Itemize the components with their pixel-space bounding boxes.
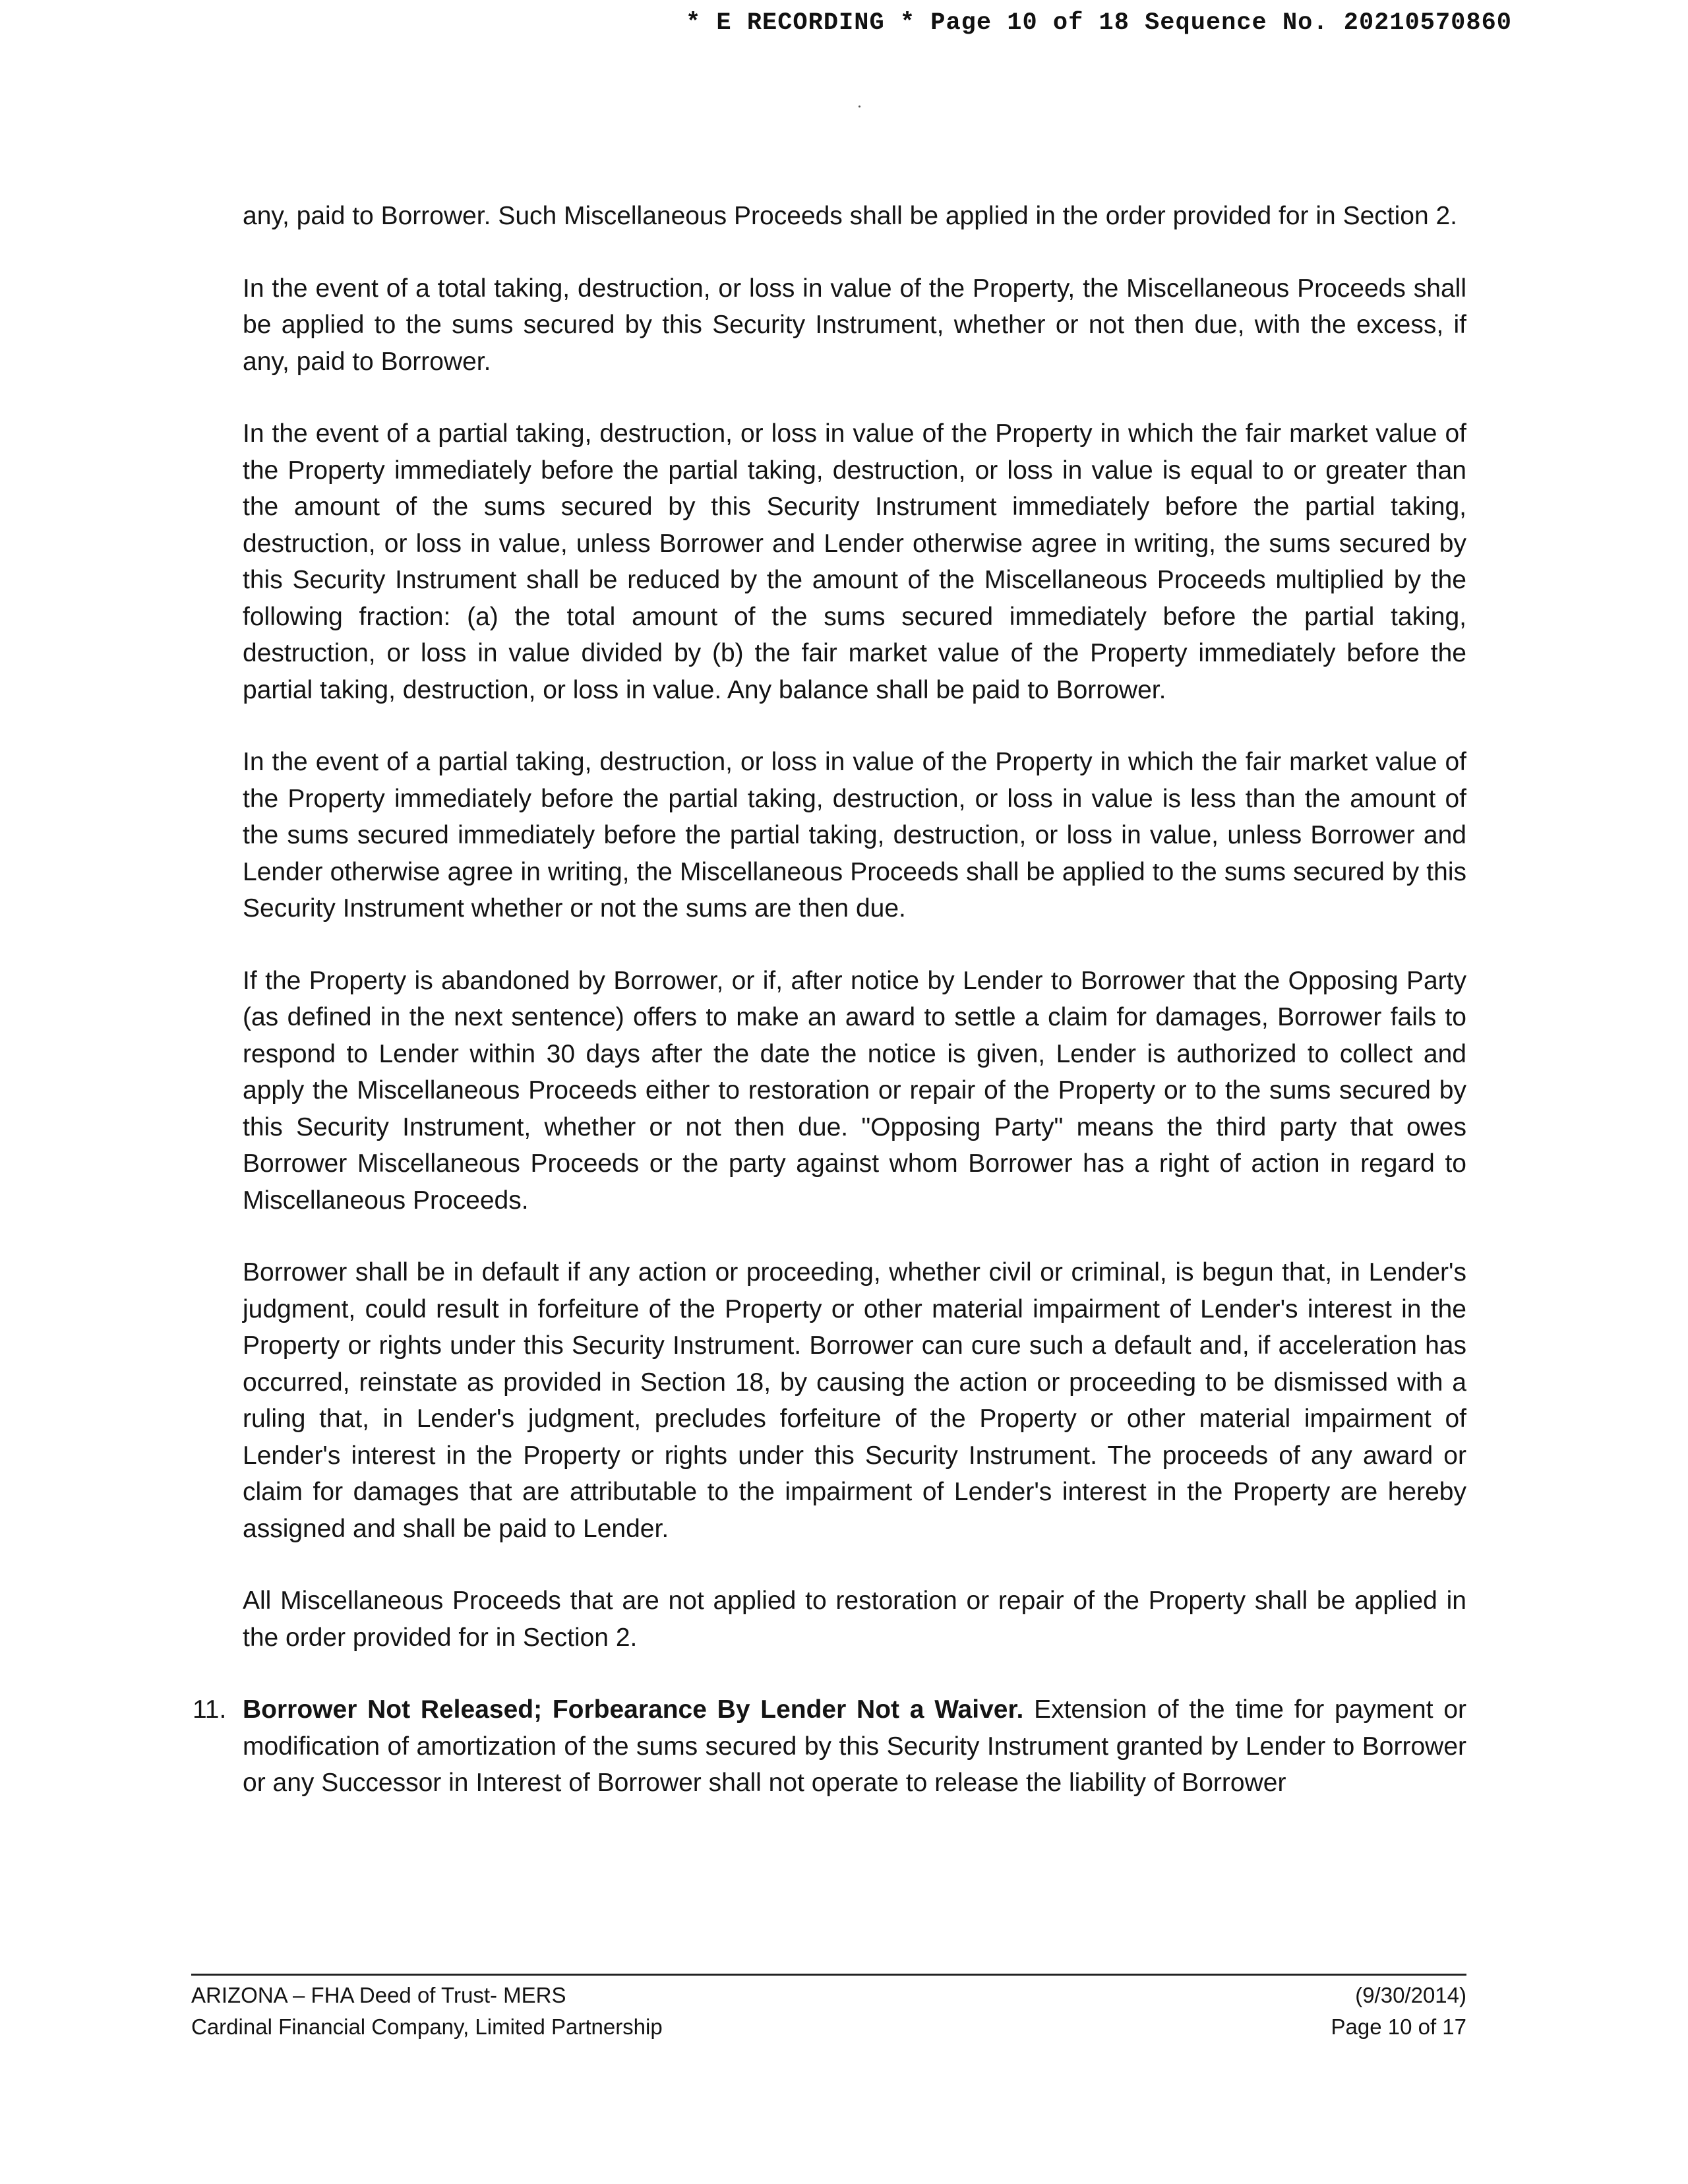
section-heading: Borrower Not Released; Forbearance By Lender Not a Waiver. [243, 1695, 1024, 1724]
document-body [193, 198, 1466, 1837]
page-number: Page 10 of 17 [1331, 2015, 1466, 2039]
paragraph-abandoned-property: If the Property is abandoned by Borrower, or if, after notice by Lender to Borrower that the Opposing Party (as defined in the next sentence) offers to make an award to settle a claim for damages, Borrower fails to respond to Lender within 30 days after the date the notice is given, Lender is authorized to collect and apply the Miscellaneous Proceeds either to restoration or repair of the Property or to the sums secured by this Security Instrument, whether or not then due. "Opposing Party" means the third party that owes Borrower Miscellaneous Proceeds or the party against whom Borrower has a right of action in regard to Miscellaneous Proceeds. [243, 966, 1466, 1215]
section-11-paragraph [243, 1691, 1466, 1802]
footer-row-bottom [191, 2011, 1466, 2043]
page-footer [191, 1974, 1466, 2043]
form-date: (9/30/2014) [1355, 1983, 1466, 2007]
company-name: Cardinal Financial Company, Limited Partnership [191, 2015, 663, 2039]
section-text: Extension of the time for payment or modification of amortization of the sums secured by this Security Instrument granted by Lender to Borrower or any Successor in Interest of Borrower shall not operate to release the liability of Borrower [243, 1695, 1466, 1797]
paragraph-default-proceeding: Borrower shall be in default if any action or proceeding, whether civil or criminal, is begun that, in Lender's judgment, could result in forfeiture of the Property or other material impairment of Lender's interest in the Property or rights under this Security Instrument. Borrower can cure such a default and, if acceleration has occurred, reinstate as provided in Section 18, by causing the action or proceeding to be dismissed with a ruling that, in Lender's judgment, precludes forfeiture of the Property or other material impairment of Lender's interest in the Property or rights under this Security Instrument. The proceeds of any award or claim for damages that are attributable to the impairment of Lender's interest in the Property are hereby assigned and shall be paid to Lender. [243, 1258, 1466, 1543]
paragraph-partial-taking-greater: In the event of a partial taking, destruction, or loss in value of the Property in which the fair market value of the Property immediately before the partial taking, destruction, or loss in value is equal to or greater than the amount of the sums secured by this Security Instrument immediately before the partial taking, destruction, or loss in value, unless Borrower and Lender otherwise agree in writing, the sums secured by this Security Instrument shall be reduced by the amount of the Miscellaneous Proceeds multiplied by the following fraction: (a) the total amount of the sums secured immediately before the partial taking, destruction, or loss in value divided by (b) the fair market value of the Property immediately before the partial taking, destruction, or loss in value. Any balance shall be paid to Borrower. [243, 419, 1466, 704]
paragraph-total-taking: In the event of a total taking, destruction, or loss in value of the Property, the Miscellaneous Proceeds shall be applied to the sums secured by this Security Instrument, whether or not then due, with the excess, if any, paid to Borrower. [243, 274, 1466, 376]
section-11 [193, 1691, 1466, 1802]
recording-stamp-header: * E RECORDING * Page 10 of 18 Sequence No. 20210570860 [686, 9, 1512, 37]
section-number: 11. [193, 1695, 227, 1724]
paragraph-partial-taking-less: In the event of a partial taking, destruction, or loss in value of the Property in which the fair market value of the Property immediately before the partial taking, destruction, or loss in value is less than the amount of the sums secured immediately before the partial taking, destruction, or loss in value, unless Borrower and Lender otherwise agree in writing, the Miscellaneous Proceeds shall be applied to the sums secured by this Security Instrument whether or not the sums are then due. [243, 748, 1466, 923]
scan-speck [859, 106, 860, 107]
paragraph-continuation: any, paid to Borrower. Such Miscellaneous Proceeds shall be applied in the order provided for in Section 2. [243, 202, 1458, 230]
form-name: ARIZONA – FHA Deed of Trust- MERS [191, 1983, 566, 2007]
paragraph-application-order: All Miscellaneous Proceeds that are not applied to restoration or repair of the Property shall be applied in the order provided for in Section 2. [243, 1587, 1466, 1652]
footer-row-top [191, 1980, 1466, 2011]
